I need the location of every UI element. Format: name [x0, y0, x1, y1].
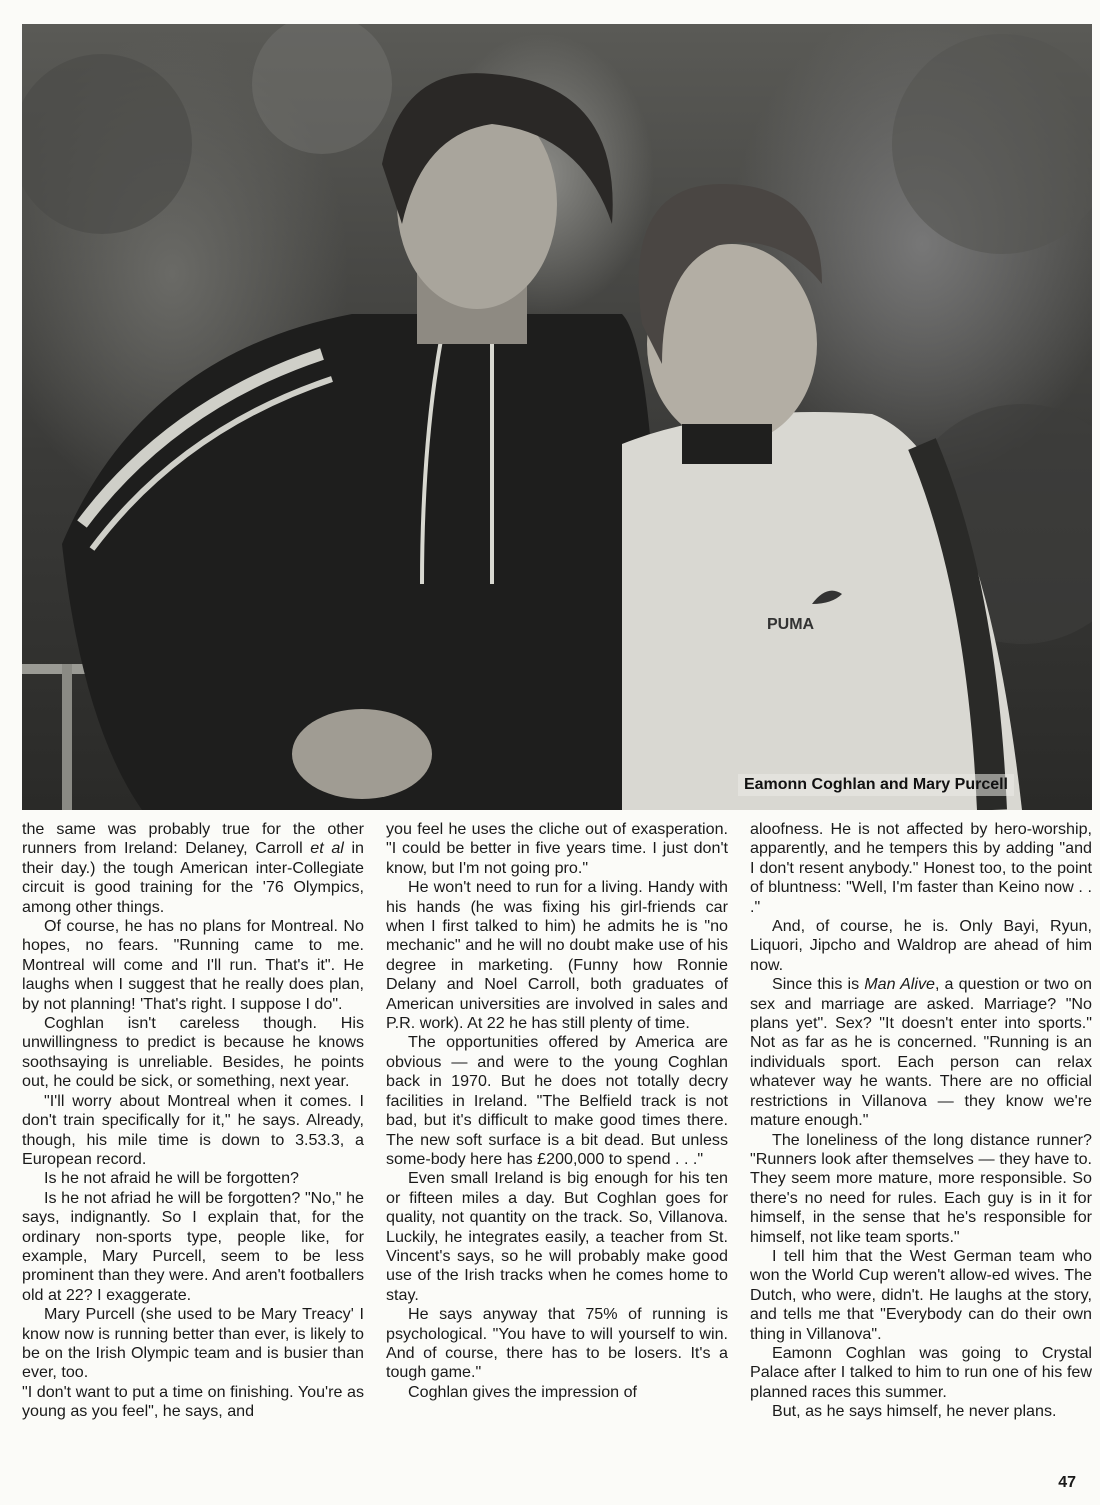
photo-illustration — [22, 24, 1092, 810]
paragraph: you feel he uses the cliche out of exasperation. "I could be better in five years time. I just don't know, but I'm not going pro." — [386, 820, 728, 877]
paragraph: The opportunities offered by America are obvious — and were to the young Coghlan back in 1970. But he does not totally decry facilities in Ireland. "The Belfield track is not bad, but it's difficult to make good times there. The new soft surface is a bit dead. But unless some-body here has £200,000 to spend . . ." — [386, 1033, 728, 1168]
paragraph: The loneliness of the long distance runner? "Runners look after themselves — they have to. They seem more mature, more responsible. So there's no need for rules. Each guy is in it for himself, in the sense that he's responsible for himself, not like team sports." — [750, 1130, 1092, 1246]
paragraph: Coghlan gives the impression of — [408, 1382, 638, 1401]
paragraph: He says anyway that 75% of running is psychological. "You have to will yourself to win. And of course, there has to be losers. It's a tough game." — [386, 1305, 728, 1382]
paragraph: "I don't want to put a time on finishing. You're as young as you feel", he says, and — [22, 1382, 364, 1421]
column-3 — [750, 820, 1092, 1470]
paragraph: And, of course, he is. Only Bayi, Ryun, Liquori, Jipcho and Waldrop are ahead of him now. — [750, 917, 1092, 974]
page-number: 47 — [1058, 1474, 1076, 1491]
paragraph: Even small Ireland is big enough for his ten or fifteen miles a day. But Coghlan goes for quality, not quantity on the track. So, Villanova. Luckily, he integrates easily, a teacher from St. Vincent's says, so he will probably make good use of the Irish tracks when he comes home to stay. — [386, 1169, 728, 1304]
photo-caption: Eamonn Coghlan and Mary Purcell — [738, 774, 1014, 796]
column-1 — [22, 820, 364, 1470]
paragraph: Is he not afriad he will be forgotten? "No," he says, indignantly. So I explain that, for the ordinary non-sports type, people like, for example, Mary Purcell, seem to be less prominent than they were. And aren't footballers old at 22? I exaggerate. — [22, 1188, 364, 1304]
paragraph: I tell him that the West German team who won the World Cup weren't allow-ed wives. The Dutch, who were, didn't. He laughs at the story, and tells me that "Everybody can do their own thing in Villanova". — [750, 1246, 1092, 1343]
paragraph: Eamonn Coghlan was going to Crystal Palace after I talked to him to run one of his few planned races this summer. — [750, 1343, 1092, 1401]
article-photo — [22, 24, 1092, 810]
paragraph: Since this is Man Alive, a question or two on sex and marriage are asked. Marriage? "No plans yet". Sex? "It doesn't enter into sports." Not as far as he is concerned. "Running is an individuals sport. Each person can relax whatever way he wants. There are no official restrictions in Villanova — they know we're mature enough." — [750, 975, 1092, 1130]
paragraph: But, as he says himself, he never plans. — [772, 1402, 1057, 1421]
paragraph: He won't need to run for a living. Handy with his hands (he was fixing his girl-friends car when I first talked to him) he admits he is "no mechanic" and he will no doubt make use of his degree in marketing. (Funny how Ronnie Delany and Noel Carroll, both graduates of American universities are involved in sales and P.R. work). At 22 he has still plenty of time. — [386, 878, 728, 1033]
article-body — [22, 820, 1092, 1470]
paragraph: aloofness. He is not affected by hero-worship, apparently, and he tempers this by adding "and I don't resent anybody." Honest too, to the point of bluntness: "Well, I'm faster than Keino now . . ." — [750, 820, 1092, 916]
paragraph: Mary Purcell (she used to be Mary Treacy' I know now is running better than ever, is likely to be on the Irish Olympic team and is busier than ever, too. — [22, 1305, 364, 1382]
puma-logo: PUMA — [767, 616, 815, 633]
paragraph: Is he not afraid he will be forgotten? — [44, 1169, 299, 1188]
paragraph: "I'll worry about Montreal when it comes. I don't train specifically for it," he says. Already, though, his mile time is down to 3.53.3, a European record. — [22, 1091, 364, 1168]
paragraph: Coghlan isn't careless though. His unwillingness to predict is because he knows soothsaying is unreliable. Besides, he points out, he could be sick, or something, next year. — [22, 1014, 364, 1091]
column-2 — [386, 820, 728, 1470]
paragraph: the same was probably true for the other runners from Ireland: Delaney, Carroll et al in their day.) the tough American inter-Collegiate circuit is good training for the '76 Olympics, among other things. — [22, 820, 365, 916]
paragraph: Of course, he has no plans for Montreal. No hopes, no fears. "Running came to me. Montreal will come and I'll run. That's it". He laughs when I suggest that he really does plan, by not planning! 'That's right. I suppose I do". — [22, 917, 364, 1013]
